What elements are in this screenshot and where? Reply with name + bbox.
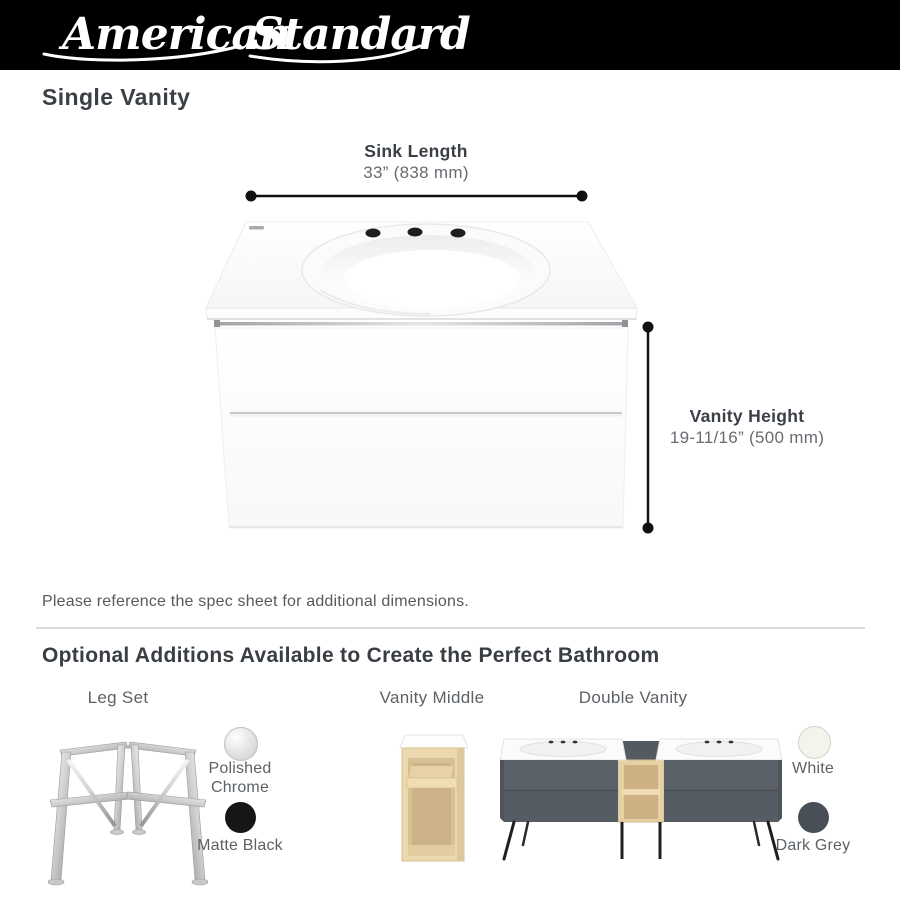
pullout-tray	[409, 766, 453, 778]
section-divider	[36, 627, 865, 629]
single-vanity-illustration	[0, 130, 900, 600]
leg-set-image	[48, 712, 208, 897]
matte-black-swatch	[225, 802, 256, 833]
leg-set-label: Leg Set	[87, 688, 149, 707]
american-standard-logo	[0, 0, 900, 70]
matte-black-label: Matte Black	[197, 837, 283, 854]
vanity-height-value: 19-11/16” (500 mm)	[669, 428, 825, 447]
sink-length-label: Sink Length	[364, 141, 468, 161]
vanity-height-dimension-line	[643, 322, 654, 534]
page-title: Single Vanity	[42, 84, 191, 110]
logo-word-standard: Standard	[252, 9, 470, 60]
header-bar	[0, 0, 900, 70]
vanity-middle-top	[400, 735, 468, 748]
double-vanity-left-cabinet	[500, 739, 626, 859]
options-heading: Optional Additions Available to Create the Perfect Bathroom	[42, 644, 660, 667]
spec-sheet-note: Please reference the spec sheet for additional dimensions.	[42, 593, 469, 610]
sink-length-value: 33” (838 mm)	[363, 163, 469, 182]
vanity-height-label: Vanity Height	[689, 406, 805, 426]
white-swatch	[798, 726, 831, 759]
dark-grey-swatch	[798, 802, 829, 833]
vanity-cabinet	[214, 320, 628, 528]
double-vanity-image	[498, 733, 790, 868]
vanity-counter	[206, 222, 637, 319]
white-label: White	[792, 760, 834, 777]
dark-grey-label: Dark Grey	[775, 837, 851, 854]
double-vanity-label: Double Vanity	[578, 688, 688, 707]
drawer-handle-rail	[216, 322, 626, 326]
leg-frame-left	[48, 742, 130, 885]
logo-word-american: American	[62, 9, 290, 60]
sink-length-dimension-line	[246, 191, 588, 202]
polished-chrome-label: Polished Chrome	[208, 760, 272, 796]
polished-chrome-swatch	[224, 727, 258, 761]
vanity-middle-image	[398, 733, 470, 865]
vanity-middle-label: Vanity Middle	[379, 688, 485, 707]
counter-brand-mark	[249, 226, 264, 230]
